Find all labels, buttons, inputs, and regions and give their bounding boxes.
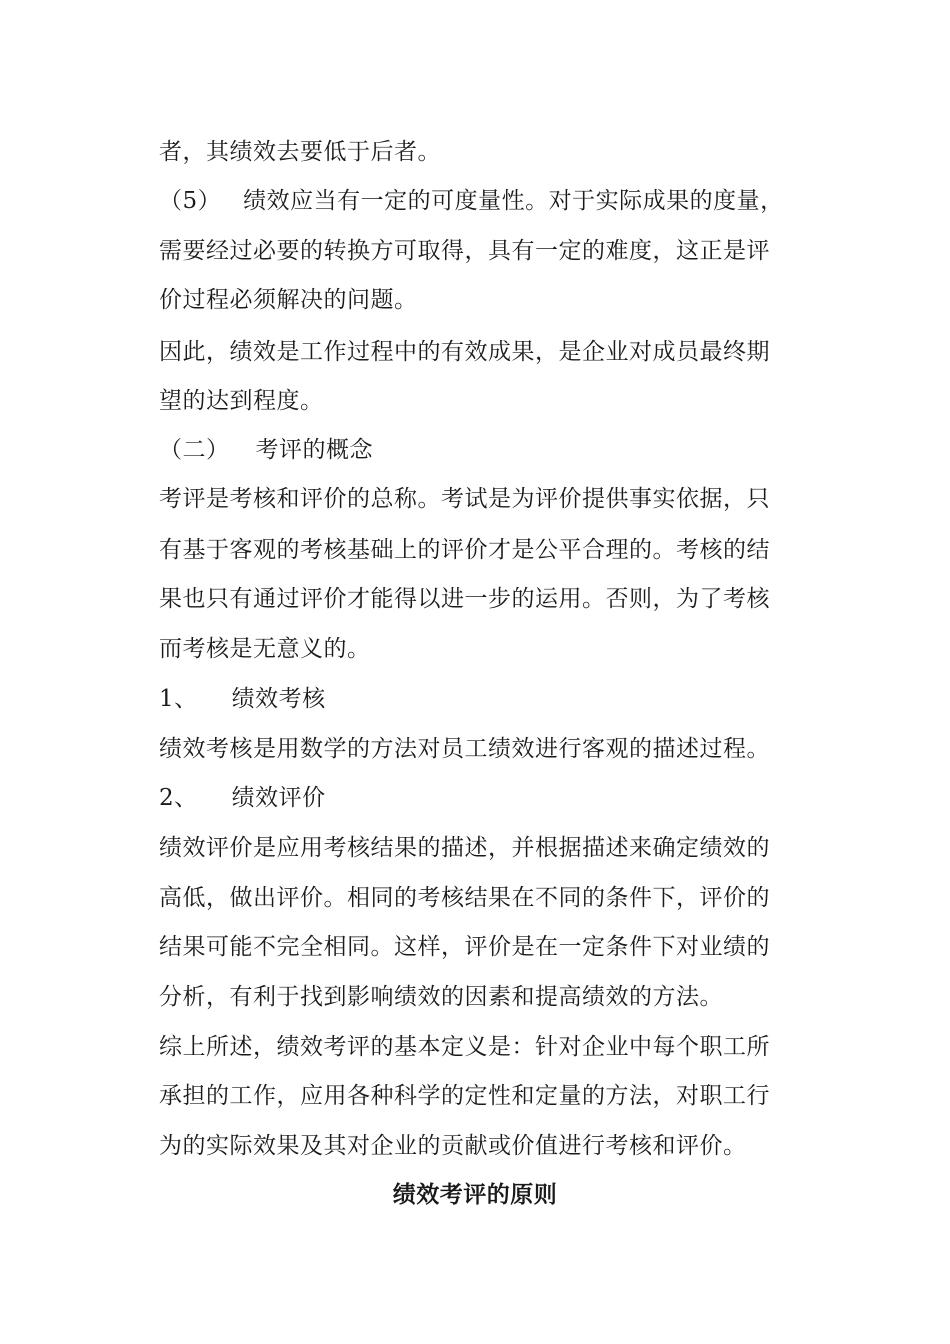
text-line: 高低，做出评价。相同的考核结果在不同的条件下，评价的	[159, 885, 770, 911]
text-line: 分析，有利于找到影响绩效的因素和提高绩效的方法。	[159, 984, 723, 1010]
section-heading: 绩效考评的原则	[392, 1181, 558, 1208]
list-item-label: 1、	[159, 686, 198, 712]
text-line: 绩效考核是用数学的方法对员工绩效进行客观的描述过程。	[159, 736, 770, 762]
text-line: 而考核是无意义的。	[159, 636, 371, 662]
list-item-text: 绩效评价	[231, 785, 326, 811]
text-line: 绩效评价是应用考核结果的描述，并根据描述来确定绩效的	[159, 835, 770, 861]
text-line: 者，其绩效去要低于后者。	[159, 139, 441, 165]
list-item-label: （5）	[159, 188, 222, 214]
list-item-2	[159, 783, 799, 813]
section-label: （二）	[159, 437, 230, 463]
text-line: 结果可能不完全相同。这样，评价是在一定条件下对业绩的	[159, 934, 770, 960]
section-heading-2	[159, 435, 799, 465]
text-line: 综上所述，绩效考评的基本定义是：针对企业中每个职工所	[159, 1034, 770, 1060]
text-line: 果也只有通过评价才能得以进一步的运用。否则，为了考核	[159, 586, 770, 612]
text-line: 为的实际效果及其对企业的贡献或价值进行考核和评价。	[159, 1133, 747, 1159]
list-item-label: 2、	[159, 785, 198, 811]
section-title: 考评的概念	[255, 437, 373, 463]
text-line: 望的达到程度。	[159, 388, 324, 414]
text-line: 有基于客观的考核基础上的评价才是公平合理的。考核的结	[159, 537, 770, 563]
list-item-5	[159, 186, 799, 216]
list-item-text: 绩效应当有一定的可度量性。对于实际成果的度量，	[243, 188, 784, 214]
text-line: 需要经过必要的转换方可取得，具有一定的难度，这正是评	[159, 238, 770, 264]
list-item-1	[159, 684, 799, 714]
list-item-text: 绩效考核	[231, 686, 326, 712]
text-line: 价过程必须解决的问题。	[159, 287, 418, 313]
text-line: 因此，绩效是工作过程中的有效成果，是企业对成员最终期	[159, 339, 770, 365]
text-line: 承担的工作，应用各种科学的定性和定量的方法，对职工行	[159, 1083, 770, 1109]
text-line: 考评是考核和评价的总称。考试是为评价提供事实依据，只	[159, 486, 770, 512]
